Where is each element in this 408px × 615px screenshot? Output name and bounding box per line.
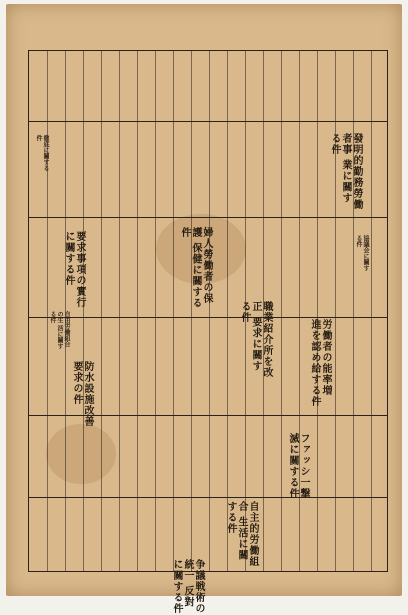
col-divider [353,51,354,571]
headline: 争議戦術の統一 反對に關する件 [171,559,204,614]
headline: 婦人勞働者の保護 保健に關する件 [179,227,212,309]
col-divider [371,51,372,571]
headline: 防水設施改善 要求の件 [71,361,93,427]
col-divider [317,51,318,571]
sub-headline: 協議会に關する件 [355,235,369,271]
col-divider [101,51,102,571]
headline: 發明的勤務勞働者事 業に關する件 [329,133,362,210]
col-divider [335,51,336,571]
col-divider [173,51,174,571]
col-divider [47,51,48,571]
headline: 自主的労働組合 生活に關する件 [225,501,258,567]
col-divider [119,51,120,571]
sub-headline: 徹底に關する件 [35,135,49,171]
headline: 職業紹介所を改正 要求に關する件 [239,301,272,378]
headline: 労働者の能率増 進を認め給する件 [309,319,331,407]
col-divider [227,51,228,571]
headline: 要求事項の實行 に關する件 [63,231,85,308]
col-divider [281,51,282,571]
col-divider [155,51,156,571]
newspaper-sheet [6,4,402,614]
col-divider [209,51,210,571]
col-divider [191,51,192,571]
sub-headline: 自由労働組合の生 活に關する件 [49,311,70,350]
col-divider [137,51,138,571]
page-frame [28,50,388,614]
headline: ファッシ一撃 滅に關する件 [287,433,309,499]
col-divider [83,51,84,571]
